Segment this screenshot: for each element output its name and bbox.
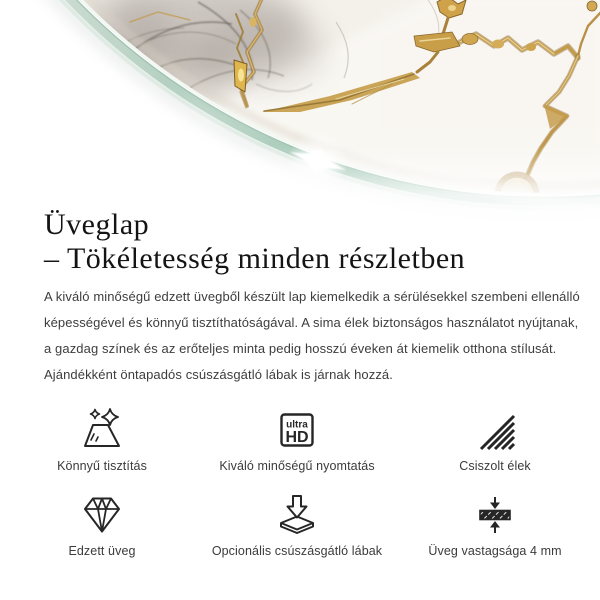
feature-label: Csiszolt élek <box>459 459 531 473</box>
glass-thickness-icon <box>473 493 517 537</box>
ultra-hd-icon <box>275 408 319 452</box>
feature-label: Kiváló minőségű nyomtatás <box>219 459 375 473</box>
feature-label: Opcionális csúszásgátló lábak <box>211 544 383 558</box>
feature-label: Könnyű tisztítás <box>57 459 147 473</box>
feature-grid <box>0 408 600 558</box>
intro-line: képességével és könnyű tisztíthatóságával. A sima élek biztonságos használatot nyújtanak, <box>44 315 579 330</box>
polished-edge-icon <box>473 408 517 452</box>
feature-anti-slip-feet <box>204 493 390 558</box>
intro-line: a gazdag színek és az erőteljes minta pedig hosszú éveken át kiemelik otthona stílusát. <box>44 341 557 356</box>
feature-polished-edges <box>390 408 600 473</box>
feature-label: Edzett üveg <box>68 544 136 558</box>
intro-line: A kiváló minőségű edzett üvegből készült lap kiemelkedik a sérülésekkel szembeni ellenálló <box>44 289 580 304</box>
intro-line: Ajándékként öntapadós csúszásgátló lábak is járnak hozzá. <box>44 367 393 382</box>
page-title-line1: Üveglap <box>44 208 150 241</box>
page-title-line2: – Tökéletesség minden részletben <box>44 242 466 275</box>
sparkle-clean-icon <box>80 408 124 452</box>
hero-image <box>0 0 600 235</box>
intro-paragraph <box>44 284 580 388</box>
feature-easy-cleaning <box>0 408 204 473</box>
feature-label: Üveg vastagsága 4 mm <box>428 544 562 558</box>
diamond-icon <box>80 493 124 537</box>
page-title <box>44 208 465 276</box>
anti-slip-feet-icon <box>275 493 319 537</box>
feature-glass-thickness <box>390 493 600 558</box>
ultra-hd-icon-text-bottom: HD <box>285 429 309 446</box>
feature-print-quality <box>204 408 390 473</box>
ultra-hd-icon-text-top: ultra <box>286 419 308 431</box>
feature-tempered-glass <box>0 493 204 558</box>
